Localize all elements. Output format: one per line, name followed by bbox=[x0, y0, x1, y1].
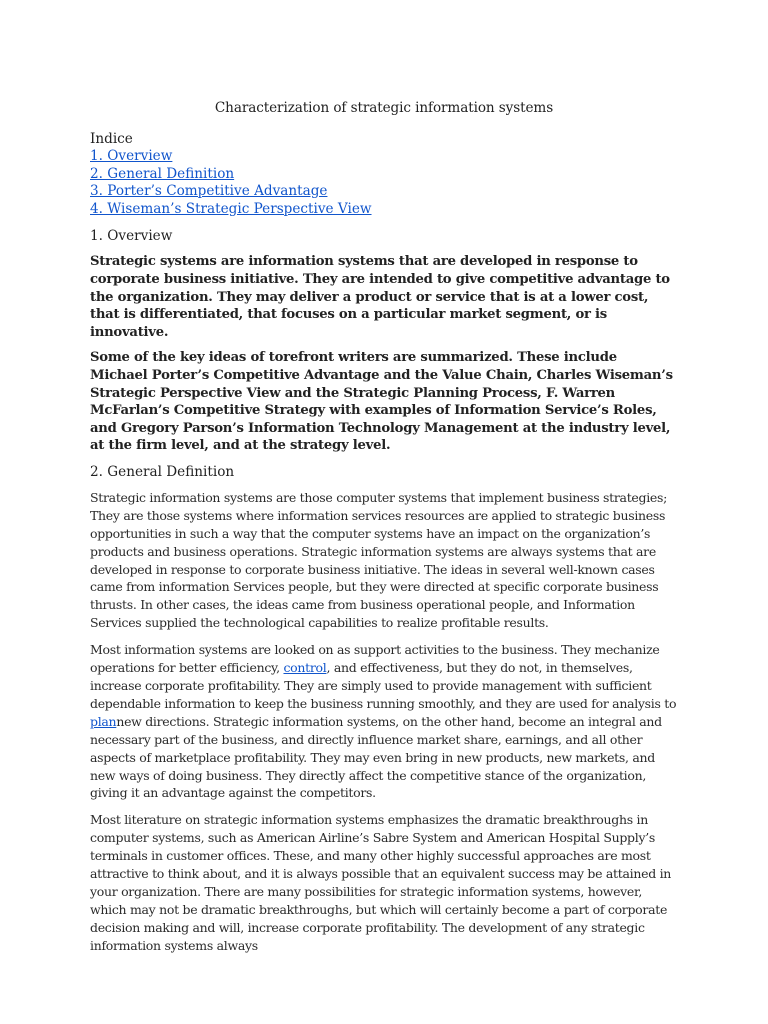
overview-paragraph-2: Some of the key ideas of torefront writers are summarized. These include Michael Porter’s Competitive Advantage and the Value Chain, Charles Wiseman’s Strategic Perspective View and the Strategic Planning Process, F. Warren McFarlan’s Competitive Strategy with examples of Information Service’s Roles, and Gregory Parson’s Information Technology Management at the industry level, at the firm level, and at the strategy level. bbox=[90, 350, 673, 454]
index-link-porters-competitive-advantage[interactable]: 3. Porter’s Competitive Advantage bbox=[90, 183, 328, 200]
general-definition-heading: 2. General Definition bbox=[90, 463, 235, 480]
index-item bbox=[90, 183, 678, 201]
overview-heading: 1. Overview bbox=[90, 228, 173, 245]
overview-paragraph-1: Strategic systems are information systems that are developed in response to corporate business initiative. They are intended to give competitive advantage to the organization. They may deliver a product or service that is at a lower cost, that is differentiated, that focuses on a particular market segment, or is innovative. bbox=[90, 254, 670, 340]
index-item bbox=[90, 201, 678, 219]
index-list bbox=[90, 148, 678, 218]
index-link-overview[interactable]: 1. Overview bbox=[90, 148, 173, 164]
index-item bbox=[90, 166, 678, 184]
paragraph-text: , and effectiveness, but they do not, in themselves, increase corporate profitability. They are simply used to provide management with sufficient dependable information to keep the business running smoothly, and they are used for analysis to bbox=[90, 660, 677, 711]
control-link[interactable]: control bbox=[283, 660, 327, 676]
paragraph-text: new directions. Strategic information systems, on the other hand, become an integral and necessary part of the business, and directly influence market share, earnings, and all other aspects of marketplace profitability. They may even bring in new products, new markets, and new ways of doing business. They directly affect the competitive stance of the organization, giving it an advantage against the competitors. bbox=[90, 713, 662, 801]
paragraph-text: Most information systems are looked on as support activities to the business. They mechanize operations for better efficiency, bbox=[90, 642, 660, 676]
plan-link[interactable]: plan bbox=[90, 713, 117, 729]
general-definition-paragraph-2 bbox=[90, 641, 678, 802]
index-link-general-definition[interactable]: 2. General Definition bbox=[90, 165, 235, 182]
index-link-wisemans-strategic-perspective[interactable]: 4. Wiseman’s Strategic Perspective View bbox=[90, 200, 372, 217]
index-heading: Indice bbox=[90, 131, 133, 147]
document-page bbox=[90, 98, 678, 964]
document-title: Characterization of strategic information systems bbox=[214, 100, 554, 116]
general-definition-paragraph-1: Strategic information systems are those computer systems that implement business strategies; They are those systems where information services resources are applied to strategic business opportunities in such a way that the computer systems have an impact on the organization’s products and business operations. Strategic information systems are always systems that are developed in response to corporate business initiative. The ideas in several well-known cases came from information Services people, but they were directed at specific corporate business thrusts. In other cases, the ideas came from business operational people, and Information Services supplied the technological capabilities to realize profitable results. bbox=[90, 489, 668, 631]
index-item bbox=[90, 148, 678, 166]
general-definition-paragraph-3: Most literature on strategic information systems emphasizes the dramatic breakthroughs in computer systems, such as American Airline’s Sabre System and American Hospital Supply’s terminals in customer offices. These, and many other highly successful approaches are most attractive to think about, and it is always possible that an equivalent success may be attained in your organization. There are many possibilities for strategic information systems, however, which may not be dramatic breakthroughs, but which will certainly become a part of corporate decision making and will, increase corporate profitability. The development of any strategic information systems always bbox=[90, 812, 672, 953]
